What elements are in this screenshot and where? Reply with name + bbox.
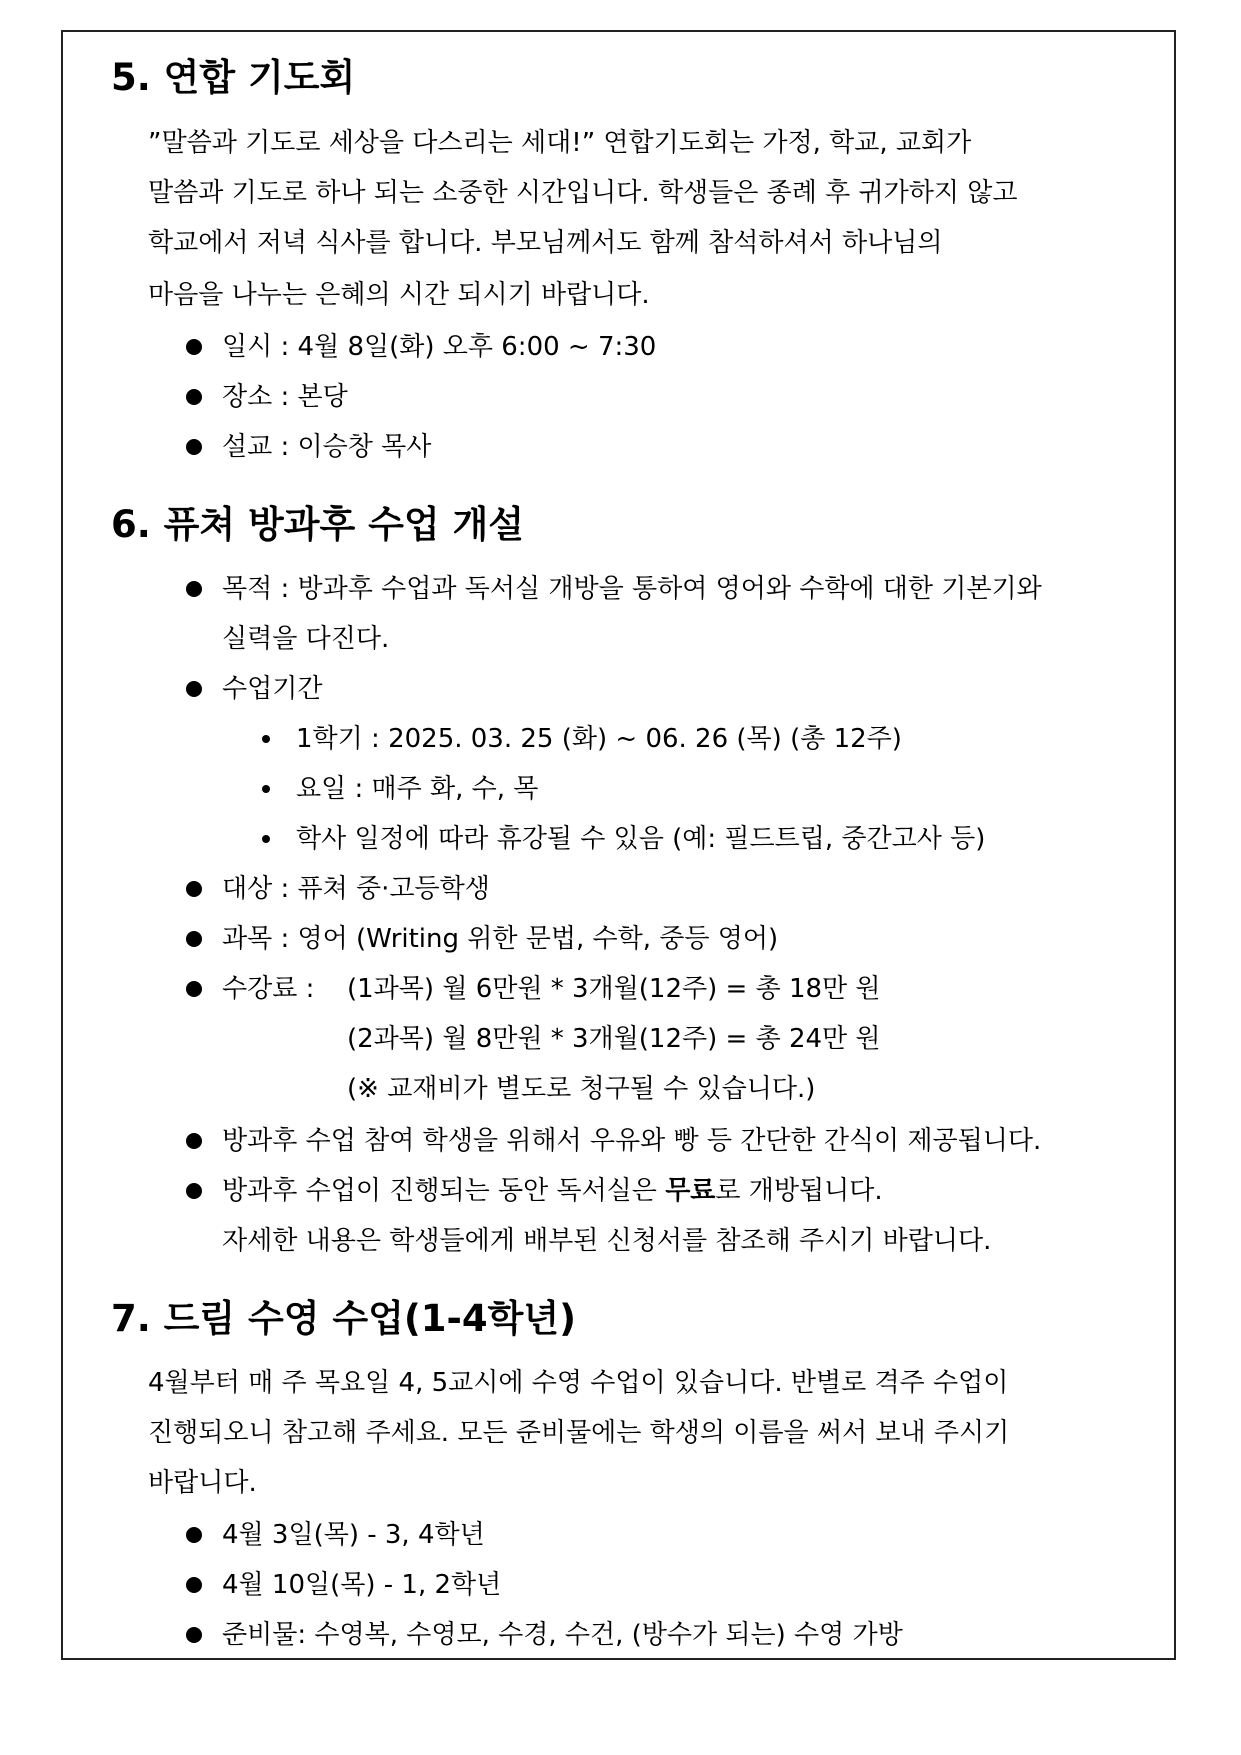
- section-7-bullet-grade-1-2: 4월 10일(목) - 1, 2학년: [222, 1570, 502, 1600]
- study-room-text-before: 방과후 수업이 진행되는 동안 독서실은: [222, 1176, 666, 1206]
- section-7-paragraph-line-2: 진행되오니 참고해 주세요. 모든 준비물에는 학생의 이름을 써서 보내 주시기: [148, 1418, 1010, 1448]
- section-6-target: 대상 : 퓨쳐 중·고등학생: [222, 874, 490, 904]
- section-5-bullet-preacher: 설교 : 이승창 목사: [222, 432, 432, 462]
- section-6-snack: 방과후 수업 참여 학생을 위해서 우유와 빵 등 간단한 간식이 제공됩니다.: [222, 1126, 1042, 1156]
- bullet-icon: [186, 339, 202, 355]
- bullet-icon: [186, 681, 202, 697]
- bullet-icon: [186, 1577, 202, 1593]
- section-5-paragraph-line-3: 학교에서 저녁 식사를 합니다. 부모님께서도 함께 참석하셔서 하나님의: [148, 228, 943, 258]
- section-5-bullet-place: 장소 : 본당: [222, 382, 348, 412]
- section-5-bullet-datetime: 일시 : 4월 8일(화) 오후 6:00 ~ 7:30: [222, 332, 657, 362]
- sub-bullet-icon: [262, 735, 270, 743]
- section-6-period-semester: 1학기 : 2025. 03. 25 (화) ~ 06. 26 (목) (총 12주): [296, 724, 902, 754]
- section-6-period-note: 학사 일정에 따라 휴강될 수 있음 (예: 필드트립, 중간고사 등): [296, 824, 986, 854]
- section-5-paragraph-line-1: ”말씀과 기도로 세상을 다스리는 세대!” 연합기도회는 가정, 학교, 교회가: [148, 128, 972, 158]
- section-6-fee-note: (※ 교재비가 별도로 청구될 수 있습니다.): [347, 1074, 816, 1104]
- section-6-purpose-line-2: 실력을 다진다.: [222, 624, 390, 654]
- section-7-heading: 7. 드림 수영 수업(1-4학년): [111, 1297, 577, 1340]
- section-6-study-room: [222, 1176, 883, 1206]
- bullet-icon: [186, 931, 202, 947]
- sub-bullet-icon: [262, 785, 270, 793]
- bullet-icon: [186, 389, 202, 405]
- section-6-period-label: 수업기간: [222, 674, 323, 704]
- bullet-icon: [186, 1183, 202, 1199]
- section-6-purpose-line-1: 목적 : 방과후 수업과 독서실 개방을 통하여 영어와 수학에 대한 기본기와: [222, 574, 1042, 604]
- section-5-heading: 5. 연합 기도회: [111, 56, 356, 99]
- section-7-paragraph-line-3: 바랍니다.: [148, 1468, 257, 1498]
- section-7-paragraph-line-1: 4월부터 매 주 목요일 4, 5교시에 수영 수업이 있습니다. 반별로 격주 수업이: [148, 1368, 1009, 1398]
- section-6-period-days: 요일 : 매주 화, 수, 목: [296, 774, 539, 804]
- bullet-icon: [186, 439, 202, 455]
- bullet-icon: [186, 981, 202, 997]
- study-room-free-emphasis: 무료: [665, 1176, 716, 1206]
- study-room-text-after: 로 개방됩니다.: [715, 1176, 883, 1206]
- section-6-fee-line-1: (1과목) 월 6만원 * 3개월(12주) = 총 18만 원: [347, 974, 881, 1004]
- bullet-icon: [186, 581, 202, 597]
- section-5-paragraph-line-2: 말씀과 기도로 하나 되는 소중한 시간입니다. 학생들은 종례 후 귀가하지 않고: [148, 178, 1018, 208]
- section-5-paragraph-line-4: 마음을 나누는 은혜의 시간 되시기 바랍니다.: [148, 280, 650, 310]
- section-6-fee-line-2: (2과목) 월 8만원 * 3개월(12주) = 총 24만 원: [347, 1024, 881, 1054]
- section-7-bullet-grade-3-4: 4월 3일(목) - 3, 4학년: [222, 1520, 485, 1550]
- bullet-icon: [186, 1527, 202, 1543]
- bullet-icon: [186, 1627, 202, 1643]
- section-7-bullet-supplies: 준비물: 수영복, 수영모, 수경, 수건, (방수가 되는) 수영 가방: [222, 1620, 903, 1650]
- section-6-heading: 6. 퓨쳐 방과후 수업 개설: [111, 503, 525, 546]
- bullet-icon: [186, 1133, 202, 1149]
- section-6-subjects: 과목 : 영어 (Writing 위한 문법, 수학, 중등 영어): [222, 924, 779, 954]
- sub-bullet-icon: [262, 835, 270, 843]
- section-6-details: 자세한 내용은 학생들에게 배부된 신청서를 참조해 주시기 바랍니다.: [222, 1226, 992, 1256]
- section-6-fee-label: 수강료 :: [222, 974, 315, 1004]
- bullet-icon: [186, 881, 202, 897]
